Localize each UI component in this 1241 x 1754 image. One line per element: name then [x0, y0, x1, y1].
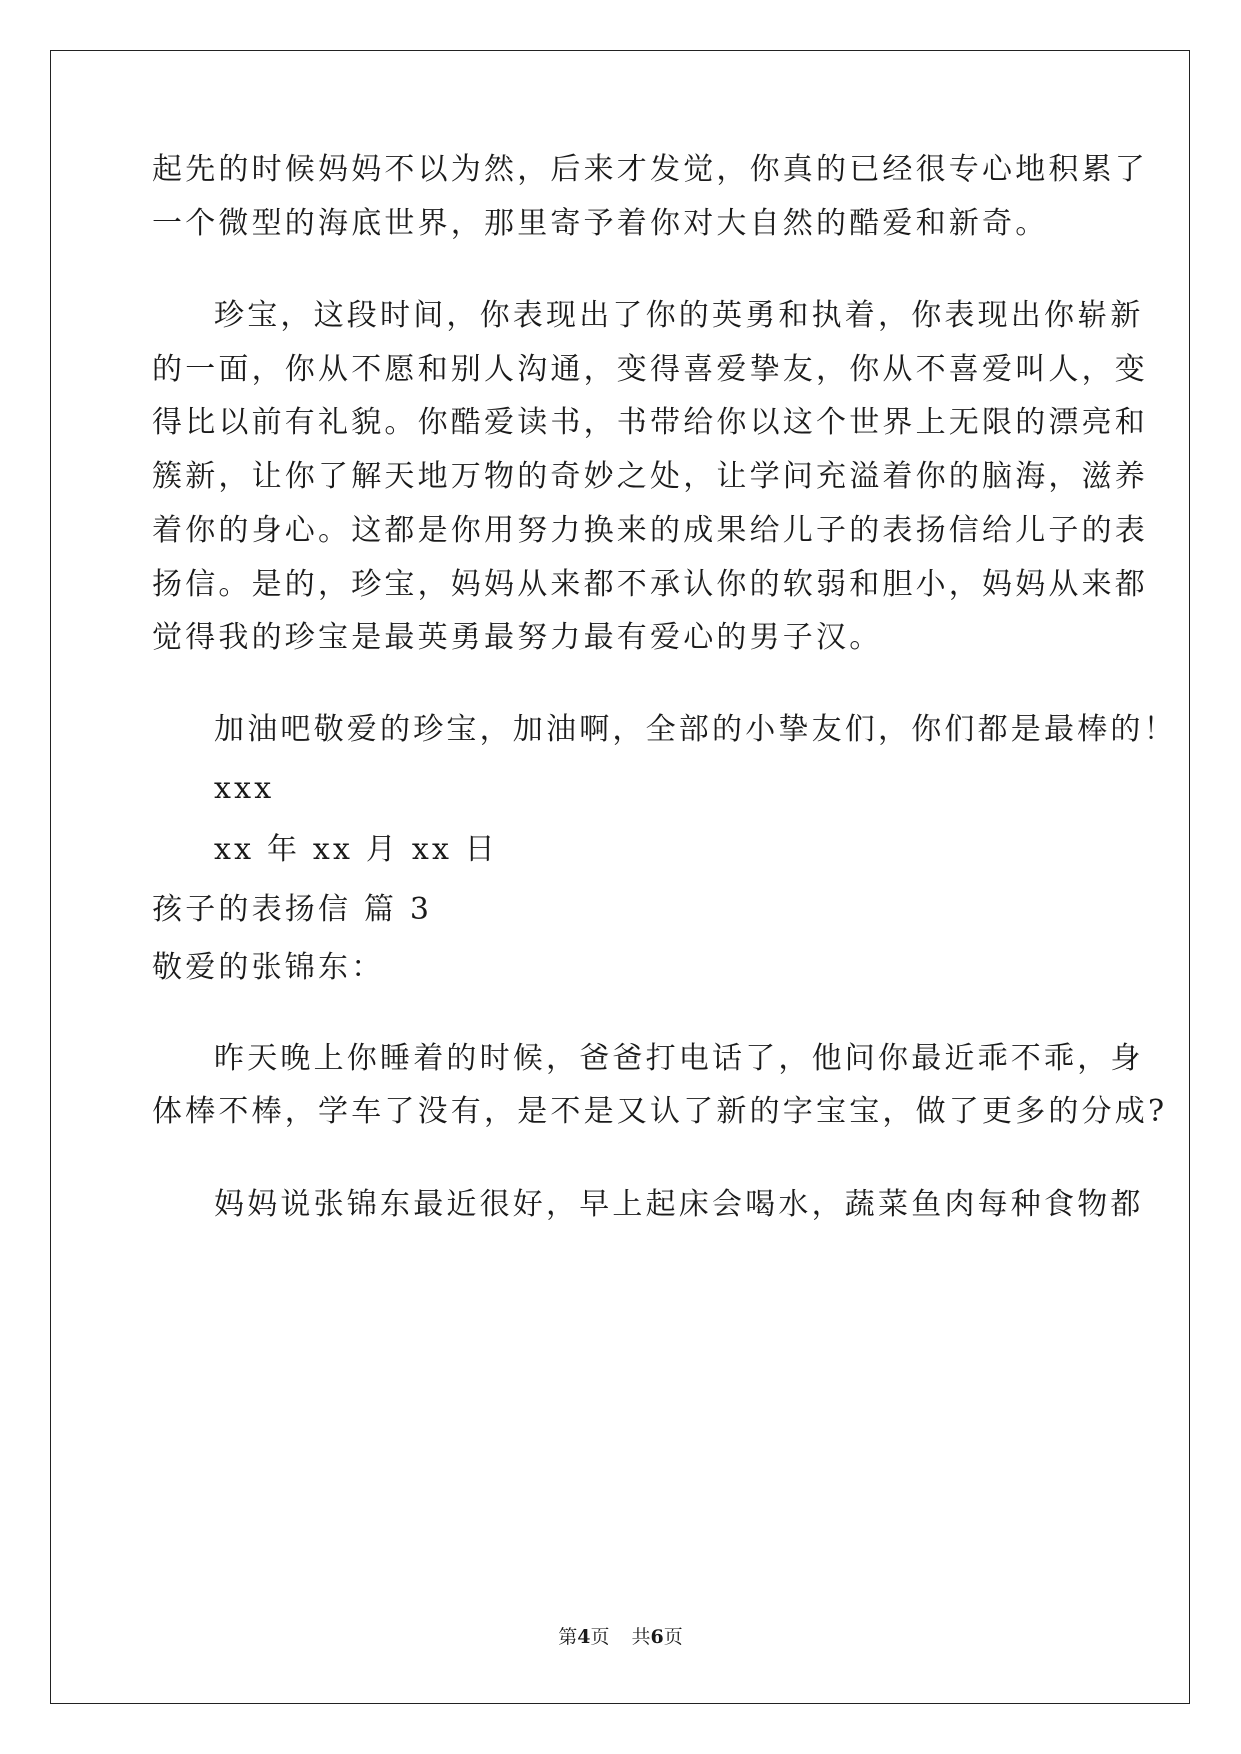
text-line: 扬信。是的，珍宝，妈妈从来都不承认你的软弱和胆小，妈妈从来都: [152, 567, 1148, 602]
text-line: 着你的身心。这都是你用努力换来的成果给儿子的表扬信给儿子的表: [152, 513, 1148, 548]
footer-total-unit: 页: [663, 1626, 683, 1648]
footer-total-prefix: 共: [631, 1626, 651, 1648]
text-line: 的一面，你从不愿和别人沟通，变得喜爱挚友，你从不喜爱叫人，变: [152, 352, 1148, 387]
text-line: 起先的时候妈妈不以为然，后来才发觉，你真的已经很专心地积累了: [152, 152, 1148, 187]
date-line: xx 年 xx 月 xx 日: [214, 832, 498, 867]
text-line: 一个微型的海底世界，那里寄予着你对大自然的酷爱和新奇。: [152, 206, 1049, 241]
paragraph-first-line: 昨天晚上你睡着的时候，爸爸打电话了，他问你最近乖不乖，身: [214, 1041, 1144, 1076]
footer-page-unit: 页: [590, 1626, 610, 1648]
footer-page-current: 4: [577, 1626, 591, 1648]
footer-page-prefix: 第: [558, 1626, 578, 1648]
text-line: 簇新，让你了解天地万物的奇妙之处，让学问充溢着你的脑海，滋养: [152, 459, 1148, 494]
footer-page-total: 6: [650, 1626, 664, 1648]
text-line: 体棒不棒，学车了没有，是不是又认了新的字宝宝，做了更多的分成?: [152, 1094, 1168, 1129]
salutation: 敬爱的张锦东：: [152, 950, 385, 985]
section-heading: 孩子的表扬信 篇 3: [152, 892, 433, 927]
signature: xxx: [214, 771, 275, 806]
paragraph-first-line: 珍宝，这段时间，你表现出了你的英勇和执着，你表现出你崭新: [214, 298, 1144, 333]
paragraph-first-line: 加油吧敬爱的珍宝，加油啊，全部的小挚友们，你们都是最棒的！: [214, 712, 1177, 747]
page-number-footer: [0, 1625, 1241, 1649]
text-line: 觉得我的珍宝是最英勇最努力最有爱心的男子汉。: [152, 620, 883, 655]
text-line: 得比以前有礼貌。你酷爱读书，书带给你以这个世界上无限的漂亮和: [152, 405, 1148, 440]
paragraph-first-line: 妈妈说张锦东最近很好，早上起床会喝水，蔬菜鱼肉每种食物都: [214, 1187, 1144, 1222]
